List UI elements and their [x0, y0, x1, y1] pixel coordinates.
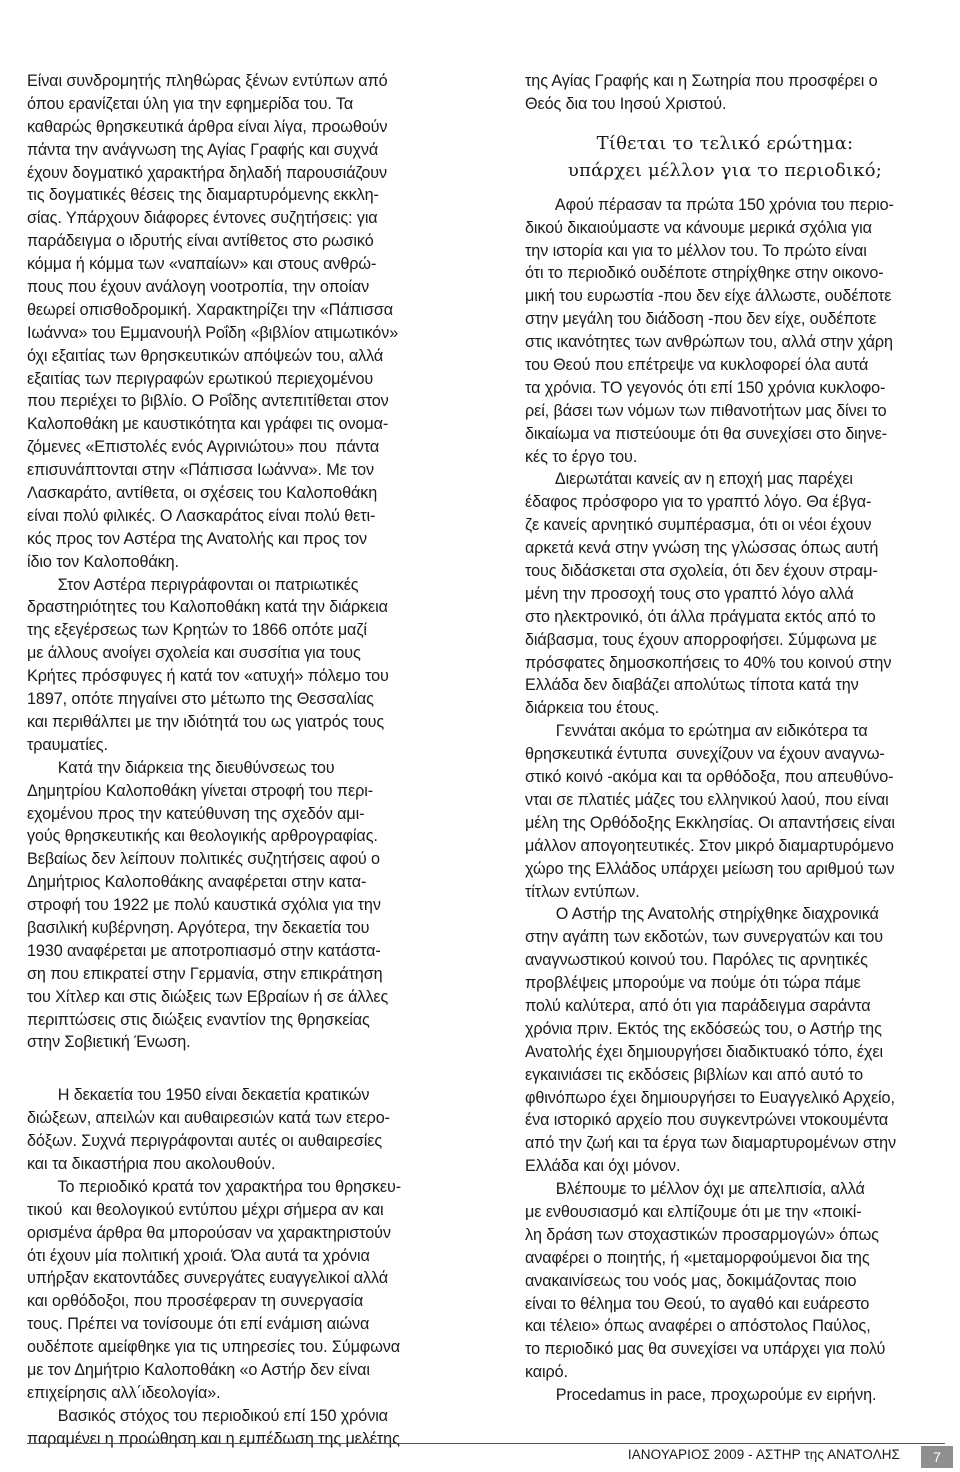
text-line: επιχείρησις αλλ΄ιδεολογία».	[27, 1383, 221, 1402]
text-line: στην αγάπη των εκδοτών, των συνεργατών και του	[525, 928, 884, 947]
text-line: Βασικός στόχος του περιοδικού επί 150 χρόνια	[27, 1406, 388, 1425]
text-line: Είναι συνδρομητής πληθώρας ξένων εντύπων από	[27, 72, 388, 90]
text-line: που περιέχει το βιβλίο. Ο Ροΐδης αντεπιτίθεται στον	[27, 392, 389, 411]
heading-line: Τίθεται το τελικό ερώτημα:	[596, 132, 854, 154]
text-line: τικού και θεολογικού εντύπου μέχρι σήμερα αν και	[27, 1200, 384, 1219]
text-line: 1930 αναφέρεται με αποτροπιασμό στην κατάστα-	[27, 941, 381, 960]
text-line: της Αγίας Γραφής και η Σωτηρία που προσφέρει ο	[525, 72, 878, 90]
text-line: δραστηριότητες του Καλοποθάκη κατά την διάρκεια	[27, 598, 388, 617]
text-line: δικού δικαιούμαστε να κάνουμε μερικά σχόλια για	[525, 218, 872, 237]
text-line: από την ζωή και τα έργα των διαμαρτυρομένων στην	[525, 1134, 896, 1153]
text-line: με άλλους ανοίγει σχολεία και συσσίτια για τους	[27, 644, 361, 663]
text-line: ίδιο τον Καλοποθάκη.	[27, 552, 179, 571]
text-line: υπήρξαν εκατοντάδες συνεργάτες ευαγγελικοί αλλά	[27, 1269, 388, 1288]
text-line: διάρκεια του έτους.	[525, 699, 660, 718]
text-line: τραυματίες.	[27, 735, 108, 754]
text-line: Δημητρίου Καλοποθάκη γίνεται στροφή του περι-	[27, 781, 373, 800]
text-line: ρεί, βάσει των νόμων των πιθανοτήτων μας δίνει το	[525, 401, 887, 420]
text-line: στην Σοβιετική Ένωση.	[27, 1033, 191, 1052]
text-line: ση που επικρατεί στην Γερμανία, στην επικράτηση	[27, 964, 383, 983]
text-line: με τον Δημήτριο Καλοποθάκη «ο Αστήρ δεν είναι	[27, 1360, 370, 1379]
text-line: του Θεού που επέτρεψε να κυκλοφορεί όλα αυτά	[525, 356, 869, 375]
text-line: 1897, οπότε πηγαίνει στο μέτωπο της Θεσσαλίας	[27, 690, 374, 709]
text-line: πρόσφατες δημοσκοπήσεις το 40% του κοινού στην	[525, 653, 892, 672]
text-line: Διερωτάται κανείς αν η εποχή μας παρέχει	[525, 470, 853, 489]
text-line: του Χίτλερ και στις διώξεις των Εβραίων ή σε άλλες	[27, 987, 389, 1006]
text-line: κόμμα ή κόμμα των «ναπαίων» και στους ανθρώ-	[27, 255, 377, 274]
text-line: μάλλον απογοητευτικές. Στον μικρό διαμαρτυρόμενο	[525, 836, 894, 855]
text-line: στην μεγάλη του διάδοση -που δεν είχε, ουδέποτε	[525, 310, 877, 329]
text-line: είναι το θέλημα του Θεού, το αγαθό και ευάρεστο	[525, 1294, 870, 1313]
text-line: περιπτώσεις στις διώξεις εναντίον της θρησκείας	[27, 1010, 370, 1029]
text-line: όχι εξαιτίας των θρησκευτικών απόψεών του, αλλά	[27, 346, 384, 365]
text-line: νται σε πλατιές μάζες του ελληνικού λαού, που είναι	[525, 790, 889, 809]
text-line: Procedamus in pace, προχωρούμε εν ειρήνη.	[525, 1386, 877, 1405]
text-line: και ορθόδοξοι, που προσέφεραν τη συνεργασία	[27, 1292, 364, 1311]
text-line: Ο Αστήρ της Ανατολής στηρίχθηκε διαχρονικά	[525, 905, 879, 924]
paragraph-gap	[27, 1054, 447, 1084]
text-line: με ενθουσιασμό και ελπίζουμε ότι με την «ποικί-	[525, 1202, 862, 1221]
text-line: μική του ευρωστία -που δεν είχε άλλωστε, ουδέποτε	[525, 287, 892, 306]
text-line: Η δεκαετία του 1950 είναι δεκαετία κρατικών	[27, 1086, 370, 1105]
text-line: τους. Πρέπει να τονίσουμε ότι επί ενάμιση αιώνα	[27, 1315, 370, 1334]
text-line: πολύ καλύτερα, από ότι για παράδειγμα σαράντα	[525, 996, 871, 1015]
text-line: εχομένου προς την κατεύθυνση της σχεδόν αμι-	[27, 804, 365, 823]
text-line: και περιθάλπει με την ιδιότητά του ως γιατρός τους	[27, 712, 385, 731]
text-line: αναφέρει ο ποιητής, ή «μεταμορφούμενοι δια της	[525, 1248, 870, 1267]
text-line: μένη την προσοχή τους στο γραπτό λόγο αλλά	[525, 584, 854, 603]
text-line: γούς θρησκευτικής και θεολογικής αρθρογραφίας.	[27, 827, 378, 846]
text-line: διώξεων, απειλών και αυθαιρεσιών κατά των ετερο-	[27, 1109, 390, 1128]
text-line: ένα ιστορικό αρχείο που συγκεντρώνει ντοκουμέντα	[525, 1111, 889, 1130]
text-line: το περιοδικό μας θα συνεχίσει να υπάρχει για πολύ	[525, 1340, 886, 1359]
text-line: και τα δικαστήρια που ακολουθούν.	[27, 1154, 276, 1173]
text-line: Λασκαράτο, αντίθετα, οι σχέσεις του Καλοποθάκη	[27, 484, 378, 503]
text-line: επισυνάπτονται στην «Πάπισσα Ιωάννα». Με τον	[27, 461, 375, 480]
text-line: Καλοποθάκη με καυστικότητα και γράφει τις ονομα-	[27, 415, 389, 434]
text-line: ότι έχουν μία πολιτική χροιά. Όλα αυτά τα χρόνια	[27, 1246, 370, 1265]
text-line: στικό κοινό -ακόμα και τα ορθόδοξα, που απευθύνο-	[525, 768, 894, 787]
text-line: παραμένει η προώθηση και η εμπέδωση της μελέτης	[27, 1429, 400, 1448]
text-line: Αφού πέρασαν τα πρώτα 150 χρόνια του περιο-	[525, 195, 894, 214]
text-line: λη δράση των στοχαστικών προσαρμογών» όπως	[525, 1225, 879, 1244]
footer-publication: ΙΑΝΟΥΑΡΙΟΣ 2009 - ΑΣΤΗΡ της ΑΝΑΤΟΛΗΣ	[627, 1447, 900, 1462]
text-line: Θεός δια του Ιησού Χριστού.	[525, 94, 727, 113]
text-line: Γεννάται ακόμα το ερώτημα αν ειδικότερα τα	[525, 722, 868, 741]
text-line: έδαφος πρόσφορο για το γραπτό λόγο. Θα έβγα-	[525, 493, 872, 512]
text-line: τις δογματικές θέσεις της διαμαρτυρόμενης εκκλη-	[27, 186, 379, 205]
text-line: τα χρόνια. ΤΟ γεγονός ότι επί 150 χρόνια κυκλοφο-	[525, 378, 886, 397]
text-line: της εξεγέρσεως των Κρητών το 1866 οπότε μαζί	[27, 621, 367, 640]
right-column	[525, 70, 945, 1407]
text-line: τίτλων εντύπων.	[525, 882, 640, 901]
text-line: διάβασμα, τους έχουν απορροφήσει. Σύμφωνα με	[525, 630, 877, 649]
text-line: Δημήτριος Καλοποθάκης αναφέρεται στην κατα-	[27, 873, 367, 892]
text-line: σίας. Υπάρχουν διάφορες έντονες συζητήσεις: για	[27, 209, 378, 228]
text-line: δικαίωμα να πιστεύουμε ότι θα συνεχίσει στο διηνε-	[525, 424, 887, 443]
text-line: στροφή του 1922 με πολύ καυστικά σχόλια για την	[27, 896, 381, 915]
text-line: φθινόπωρο έχει δημιουργήσει το Ευαγγελικό Αρχείο,	[525, 1088, 895, 1107]
text-line: καιρό.	[525, 1363, 568, 1382]
footer-rule	[27, 1443, 945, 1444]
page-number: 7	[921, 1446, 953, 1468]
text-line: και τέλειο» όπως αναφέρει ο απόστολος Παύλος,	[525, 1317, 871, 1336]
text-line: εγκαινιάσει τις εκδόσεις βιβλίων και από αυτό το	[525, 1065, 864, 1084]
text-line: εξαιτίας των περιγραφών ερωτικού περιεχομένου	[27, 369, 374, 388]
section-heading	[525, 130, 945, 184]
text-line: Βλέπουμε το μέλλον όχι με απελπισία, αλλά	[525, 1180, 865, 1199]
text-line: μέλη της Ορθόδοξης Εκκλησίας. Οι απαντήσεις είναι	[525, 813, 895, 832]
heading-line: υπάρχει μέλλον για το περιοδικό;	[567, 159, 883, 181]
text-line: στο ηλεκτρονικό, ότι άλλα πράγματα εκτός από το	[525, 607, 876, 626]
text-line: στις ικανότητες των ανθρώπων του, αλλά στην χάρη	[525, 333, 893, 352]
text-line: Ελλάδα και όχι μόνον.	[525, 1157, 681, 1176]
text-line: πους που έχουν ανάλογη νοοτροπία, την οποίαν	[27, 278, 370, 297]
text-line: προβλέψεις μπορούμε να πούμε ότι τώρα πάμε	[525, 974, 861, 993]
text-line: θρησκευτικά έντυπα συνεχίζουν να έχουν αναγνω-	[525, 745, 885, 764]
text-line: ουδέποτε αμείφθηκε για τις υπηρεσίες του. Σύμφωνα	[27, 1338, 400, 1357]
text-line: τους διδάσκεται στα σχολεία, ότι δεν έχουν στραμ-	[525, 562, 878, 581]
text-line: Βεβαίως δεν λείπουν πολιτικές συζητήσεις αφού ο	[27, 850, 380, 869]
right-text-block-b	[525, 194, 945, 1407]
text-line: βασιλική κυβέρνηση. Αργότερα, την δεκαετία του	[27, 918, 370, 937]
text-line: παράδειγμα ο ιδρυτής είναι αντίθετος στο ρωσικό	[27, 232, 374, 251]
text-line: κές το έργο του.	[525, 447, 638, 466]
text-line: Ανατολής έχει δημιουργήσει διαδικτυακό τόπο, έχει	[525, 1042, 884, 1061]
text-line: ανακαινίσεως του νοός μας, δοκιμάζοντας ποιο	[525, 1271, 857, 1290]
right-text-block-a	[525, 70, 945, 116]
text-line: την ιστορία και για το μέλλον του. Το πρώτο είναι	[525, 241, 867, 260]
text-line: Κατά την διάρκεια της διευθύνσεως του	[27, 758, 335, 777]
left-column	[27, 70, 447, 1451]
left-text-block-a	[27, 70, 447, 1054]
text-line: θεωρεί οπισθοδρομική. Χαρακτηρίζει την «Πάπισσα	[27, 300, 394, 319]
text-line: κός προς τον Αστέρα της Ανατολής και προς τον	[27, 529, 368, 548]
text-line: Ελλάδα δεν διαβάζει απολύτως τίποτα κατά την	[525, 676, 859, 695]
text-line: ζε κανείς αρνητικό συμπέρασμα, ότι οι νέοι έχουν	[525, 516, 872, 535]
text-line: όπου ερανίζεται ύλη για την εφημερίδα του. Τα	[27, 94, 354, 113]
text-line: Το περιοδικό κρατά τον χαρακτήρα του θρησκευ-	[27, 1177, 402, 1196]
text-line: χρόνια πριν. Εκτός της εκδόσεώς του, ο Αστήρ της	[525, 1019, 882, 1038]
text-line: Ιωάννα» του Εμμανουήλ Ροΐδη «βιβλίον ατιμωτικόν»	[27, 323, 399, 342]
text-line: αναγνωστικού κοινού του. Παρόλες τις αρνητικές	[525, 951, 868, 970]
text-line: πάντα την ανάγνωση της Αγίας Γραφής και συχνά	[27, 140, 379, 159]
text-line: αρκετά κενά στην γνώση της γλώσσας όπως αυτή	[525, 539, 879, 558]
text-line: έχουν δογματικό χαρακτήρα δηλαδή παρουσιάζουν	[27, 163, 387, 182]
text-line: χώρο της Ελλάδος υπάρχει μείωση του αριθμού των	[525, 859, 895, 878]
heading-gap-bottom	[525, 184, 945, 194]
text-line: ότι το περιοδικό ουδέποτε στηρίχθηκε στην οικονο-	[525, 264, 884, 283]
text-line: Κρήτες πρόσφυγες ή κατά τον «ατυχή» πόλεμο του	[27, 667, 389, 686]
text-line: δόξων. Συχνά περιγράφονται αυτές οι αυθαιρεσίες	[27, 1132, 383, 1151]
left-text-block-b	[27, 1084, 447, 1450]
text-line: ζόμενες «Επιστολές ενός Αγρινιώτου» που πάντα	[27, 438, 380, 457]
text-line: ορισμένα άρθρα θα μπορούσαν να χαρακτηριστούν	[27, 1223, 391, 1242]
heading-gap-top	[525, 116, 945, 130]
text-line: καθαρώς θρησκευτικά άρθρα είναι λίγα, προωθούν	[27, 117, 388, 136]
text-line: Στον Αστέρα περιγράφονται οι πατριωτικές	[27, 575, 359, 594]
text-line: είναι πολύ φιλικές. Ο Λασκαράτος είναι πολύ θετι-	[27, 506, 376, 525]
